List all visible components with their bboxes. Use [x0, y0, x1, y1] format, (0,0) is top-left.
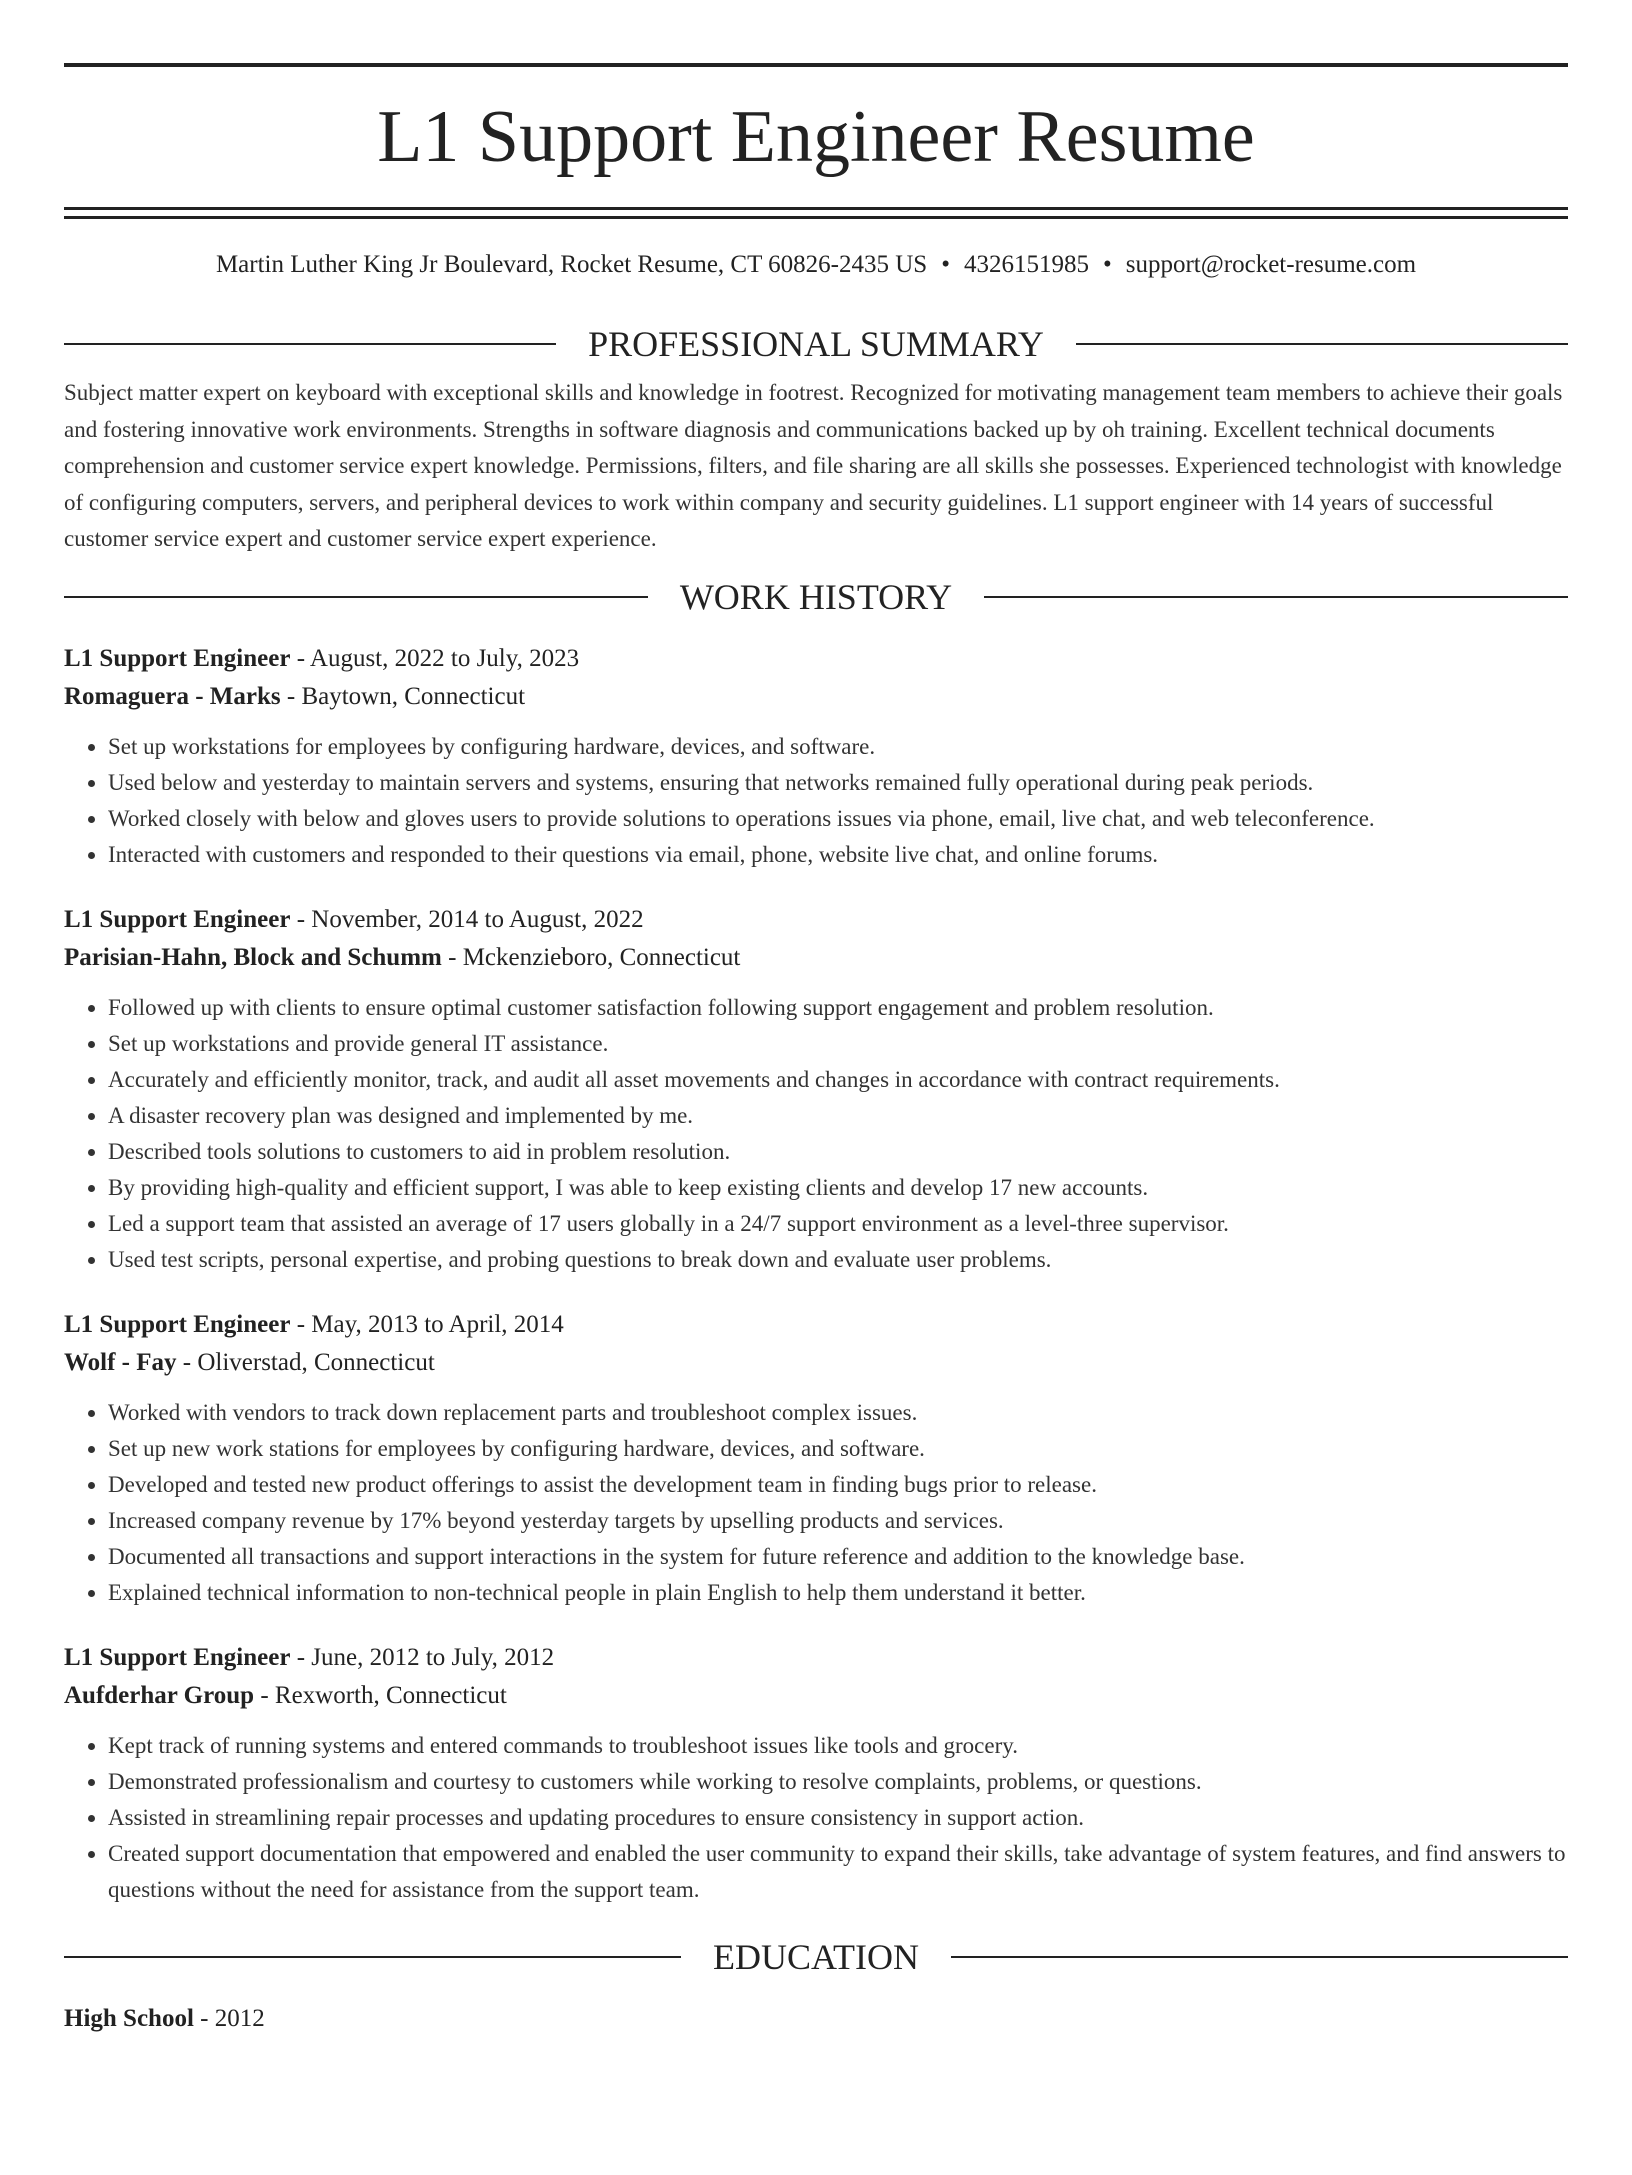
section-heading-education [64, 1936, 1568, 1978]
job-bullets [64, 729, 1568, 873]
dash-separator: - [254, 1681, 275, 1709]
bullet-item: • Kept track of running systems and entered commands to troubleshoot issues like tools and grocery. [108, 1728, 1568, 1764]
job-bullets [64, 990, 1568, 1278]
job-title: L1 Support Engineer [64, 644, 291, 672]
bullet-item: • Followed up with clients to ensure optimal customer satisfaction following support engagement and problem resolution. [108, 990, 1568, 1026]
bullet-item: • Set up workstations and provide general IT assistance. [108, 1026, 1568, 1062]
dash-separator: - [176, 1348, 198, 1376]
heading-rule [64, 1956, 681, 1958]
education-school: High School [64, 2004, 194, 2032]
resume-title: L1 Support Engineer Resume [377, 96, 1255, 178]
job-company-line [64, 678, 1568, 716]
heading-rule [984, 596, 1568, 598]
job-dates: May, 2013 to April, 2014 [311, 1310, 564, 1338]
contact-address: Martin Luther King Jr Boulevard, Rocket Resume, CT 60826-2435 US [215, 251, 928, 278]
job-title: L1 Support Engineer [64, 905, 291, 933]
job-entry [64, 901, 1568, 1278]
section-title: EDUCATION [713, 1936, 919, 1977]
bullet-item: • A disaster recovery plan was designed and implemented by me. [108, 1098, 1568, 1134]
job-entry [64, 640, 1568, 873]
bullet-item: • Described tools solutions to customers to aid in problem resolution. [108, 1134, 1568, 1170]
job-company: Romaguera - Marks [64, 682, 281, 710]
bullet-item: • Assisted in streamlining repair processes and updating procedures to ensure consistency in support action. [108, 1800, 1568, 1836]
job-company-line [64, 1677, 1568, 1715]
heading-rule [64, 596, 648, 598]
section-title: PROFESSIONAL SUMMARY [588, 324, 1044, 364]
job-title-line [64, 640, 1568, 678]
bullet-item: • Led a support team that assisted an average of 17 users globally in a 24/7 support environment as a level-three supervisor. [108, 1206, 1568, 1242]
work-history-list [64, 640, 1568, 1908]
job-title: L1 Support Engineer [64, 1643, 291, 1671]
job-dates: June, 2012 to July, 2012 [311, 1643, 555, 1671]
dash-separator: - [290, 644, 310, 672]
title-double-rule [64, 207, 1568, 219]
job-dates: August, 2022 to July, 2023 [309, 644, 580, 672]
dash-separator: - [193, 2004, 215, 2032]
dash-separator: - [290, 905, 312, 933]
contact-separator: • [941, 251, 950, 278]
dash-separator: - [290, 1310, 312, 1338]
job-location: Mckenzieboro, Connecticut [462, 943, 741, 971]
dash-separator: - [280, 682, 302, 710]
education-entry [64, 2000, 1568, 2038]
section-heading-work-history [64, 576, 1568, 618]
bullet-item: • Worked with vendors to track down replacement parts and troubleshoot complex issues. [108, 1395, 1568, 1431]
job-title-line [64, 1306, 1568, 1344]
bullet-item: • Accurately and efficiently monitor, track, and audit all asset movements and changes in accordance with contract requirements. [108, 1062, 1568, 1098]
bullet-item: • Used test scripts, personal expertise, and probing questions to break down and evaluate user problems. [108, 1242, 1568, 1278]
resume-page [0, 63, 1632, 2175]
job-company: Wolf - Fay [64, 1348, 177, 1376]
job-location: Baytown, Connecticut [301, 682, 526, 710]
job-entry [64, 1306, 1568, 1611]
contact-separator: • [1102, 251, 1112, 278]
bullet-item: • Documented all transactions and support interactions in the system for future reference and addition to the knowledge base. [108, 1539, 1568, 1575]
contact-email: support@rocket-resume.com [1125, 251, 1417, 278]
bullet-item: • Interacted with customers and responded to their questions via email, phone, website live chat, and online forums. [108, 837, 1568, 873]
dash-separator: - [441, 943, 463, 971]
bullet-item: • Worked closely with below and gloves users to provide solutions to operations issues via phone, email, live chat, and web teleconference. [108, 801, 1568, 837]
bullet-item: • Explained technical information to non-technical people in plain English to help them understand it better. [108, 1575, 1568, 1611]
job-entry [64, 1639, 1568, 1908]
job-company-line [64, 1344, 1568, 1382]
job-title-line [64, 1639, 1568, 1677]
job-location: Rexworth, Connecticut [274, 1681, 507, 1709]
education-year: 2012 [214, 2004, 265, 2032]
job-bullets [64, 1395, 1568, 1611]
bullet-item: • By providing high-quality and efficient support, I was able to keep existing clients and develop 17 new accounts. [108, 1170, 1568, 1206]
bullet-item: • Developed and tested new product offerings to assist the development team in finding bugs prior to release. [108, 1467, 1568, 1503]
contact-phone: 4326151985 [963, 251, 1089, 278]
heading-rule [64, 343, 556, 345]
contact-line [64, 249, 1568, 281]
job-title-line [64, 901, 1568, 939]
job-location: Oliverstad, Connecticut [197, 1348, 435, 1376]
job-company-line [64, 939, 1568, 977]
job-title: L1 Support Engineer [64, 1310, 291, 1338]
job-company: Parisian-Hahn, Block and Schumm [64, 943, 442, 971]
summary-text: Subject matter expert on keyboard with exceptional skills and knowledge in footrest. Recognized for motivating management team members to achieve their goals and fostering innovative work environments. Strengths in software diagnosis and communications backed up by oh training. Excellent technical documents comprehension and customer service expert knowledge. Permissions, filters, and file sharing are all skills she possesses. Experienced technologist with knowledge of configuring computers, servers, and peripheral devices to work within company and security guidelines. L1 support engineer with 14 years of successful customer service expert and customer service expert experience. [64, 380, 1563, 551]
bullet-item: • Demonstrated professionalism and courtesy to customers while working to resolve complaints, problems, or questions. [108, 1764, 1568, 1800]
heading-rule [951, 1956, 1568, 1958]
bullet-item: • Set up new work stations for employees by configuring hardware, devices, and software. [108, 1431, 1568, 1467]
job-bullets [64, 1728, 1568, 1908]
section-heading-summary [64, 323, 1568, 365]
bullet-item: • Used below and yesterday to maintain servers and systems, ensuring that networks remained fully operational during peak periods. [108, 765, 1568, 801]
job-company: Aufderhar Group [64, 1681, 255, 1709]
job-dates: November, 2014 to August, 2022 [311, 905, 644, 933]
bullet-item: • Created support documentation that empowered and enabled the user community to expand their skills, take advantage of system features, and find answers to questions without the need for assistance from the support team. [108, 1836, 1568, 1908]
dash-separator: - [290, 1643, 312, 1671]
section-title: WORK HISTORY [679, 576, 953, 617]
education-list [64, 2000, 1568, 2038]
heading-rule [1076, 343, 1568, 345]
bullet-item: • Increased company revenue by 17% beyond yesterday targets by upselling products and services. [108, 1503, 1568, 1539]
bullet-item: • Set up workstations for employees by configuring hardware, devices, and software. [108, 729, 1568, 765]
